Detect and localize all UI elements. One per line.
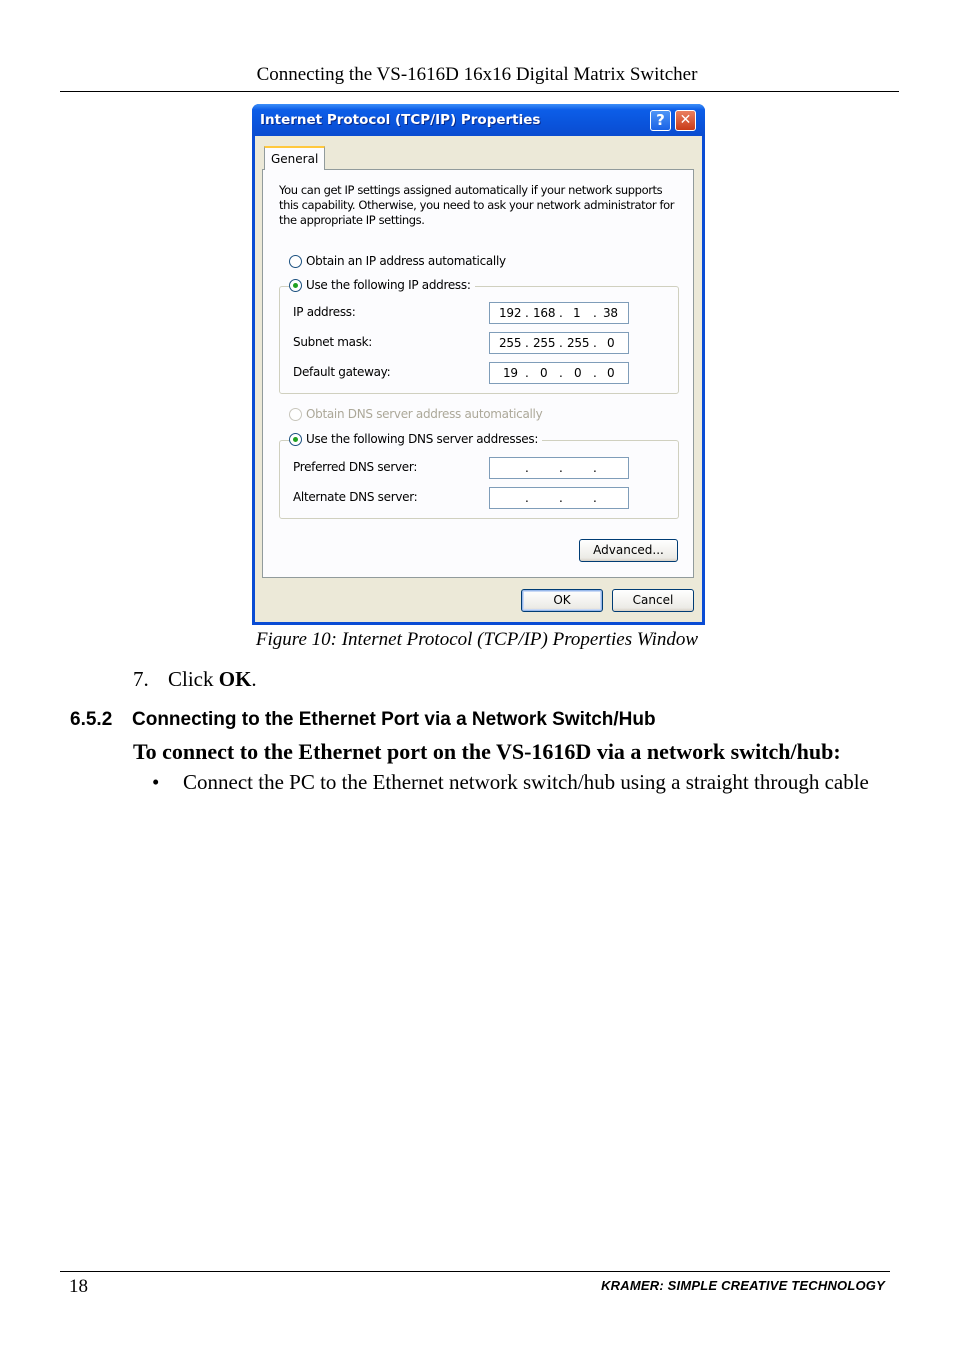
general-tab-panel: [262, 169, 694, 578]
page-number: 18: [69, 1276, 88, 1297]
octet-separator: .: [525, 491, 529, 505]
ip-octet-3: 1: [573, 306, 581, 320]
subnet-octet-2: 255: [533, 336, 556, 350]
octet-separator: .: [593, 366, 597, 380]
section-heading: [70, 709, 656, 731]
section-number: 6.5.2: [70, 709, 113, 730]
radio-icon: [289, 255, 302, 268]
octet-separator: .: [559, 306, 563, 320]
octet-separator: .: [593, 491, 597, 505]
procedure-heading: To connect to the Ethernet port on the VS-1616D via a network switch/hub:: [133, 739, 841, 764]
help-button[interactable]: [650, 110, 671, 131]
octet-separator: .: [559, 461, 563, 475]
subnet-octet-1: 255: [499, 336, 522, 350]
title-bar[interactable]: [252, 104, 705, 136]
header-rule: [60, 91, 899, 92]
radio-obtain-dns-auto[interactable]: [289, 407, 546, 421]
subnet-octet-3: 255: [567, 336, 590, 350]
radio-selected-icon: [289, 433, 302, 446]
subnet-mask-input[interactable]: [489, 332, 629, 354]
step-number: 7.: [133, 667, 149, 691]
bullet-icon: •: [152, 770, 160, 794]
ip-octet-1: 192: [499, 306, 522, 320]
octet-separator: .: [593, 336, 597, 350]
alternate-dns-label: Alternate DNS server:: [293, 490, 418, 504]
step-7: [133, 667, 257, 692]
ip-address-input[interactable]: [489, 302, 629, 324]
octet-separator: .: [525, 366, 529, 380]
octet-separator: .: [559, 491, 563, 505]
tcpip-properties-dialog: [252, 104, 705, 625]
section-title: Connecting to the Ethernet Port via a Network Switch/Hub: [132, 709, 656, 730]
octet-separator: .: [559, 336, 563, 350]
radio-selected-icon: [289, 279, 302, 292]
tab-general[interactable]: General: [264, 146, 325, 170]
preferred-dns-input[interactable]: [489, 457, 629, 479]
step-ok-emphasis: OK: [218, 667, 252, 691]
figure-caption: Figure 10: Internet Protocol (TCP/IP) Properties Window: [255, 629, 699, 650]
running-header: Connecting the VS-1616D 16x16 Digital Matrix Switcher: [256, 64, 698, 85]
radio-obtain-ip-auto[interactable]: [289, 254, 510, 268]
radio-use-following-dns-label: Use the following DNS server addresses:: [306, 432, 539, 446]
ip-octet-4: 38: [603, 306, 618, 320]
ip-address-label: IP address:: [293, 305, 356, 319]
preferred-dns-label: Preferred DNS server:: [293, 460, 418, 474]
step-prefix: Click: [168, 667, 219, 691]
ok-button[interactable]: OK: [521, 589, 603, 612]
gateway-octet-4: 0: [607, 366, 615, 380]
radio-disabled-icon: [289, 408, 302, 421]
gateway-octet-2: 0: [540, 366, 548, 380]
step-suffix: .: [251, 667, 257, 691]
subnet-octet-4: 0: [607, 336, 615, 350]
subnet-mask-label: Subnet mask:: [293, 335, 373, 349]
alternate-dns-input[interactable]: [489, 487, 629, 509]
advanced-button[interactable]: Advanced...: [579, 539, 678, 562]
octet-separator: .: [559, 366, 563, 380]
radio-use-following-ip[interactable]: [289, 278, 475, 292]
default-gateway-label: Default gateway:: [293, 365, 391, 379]
gateway-octet-1: 19: [503, 366, 518, 380]
intro-text: You can get IP settings assigned automatically if your network supports this capability. Otherwise, you need to ask your network administrator for the appropriate IP settings.: [279, 183, 675, 227]
dialog-title: Internet Protocol (TCP/IP) Properties: [260, 112, 541, 128]
radio-use-following-ip-label: Use the following IP address:: [306, 278, 471, 292]
radio-use-following-dns[interactable]: [289, 432, 542, 446]
octet-separator: .: [525, 336, 529, 350]
cancel-button[interactable]: Cancel: [612, 589, 694, 612]
close-icon: ✕: [679, 112, 692, 128]
dialog-client-area: [255, 136, 702, 622]
close-button[interactable]: [675, 110, 696, 131]
octet-separator: .: [593, 306, 597, 320]
octet-separator: .: [525, 461, 529, 475]
help-icon: ?: [656, 111, 665, 129]
octet-separator: .: [593, 461, 597, 475]
ip-octet-2: 168: [533, 306, 556, 320]
footer-brand: KRAMER: SIMPLE CREATIVE TECHNOLOGY: [601, 1278, 885, 1293]
radio-obtain-ip-auto-label: Obtain an IP address automatically: [306, 254, 506, 268]
radio-obtain-dns-auto-label: Obtain DNS server address automatically: [306, 407, 543, 421]
bullet-text: Connect the PC to the Ethernet network switch/hub using a straight through cable: [183, 770, 869, 794]
footer-rule: [60, 1271, 890, 1272]
default-gateway-input[interactable]: [489, 362, 629, 384]
gateway-octet-3: 0: [574, 366, 582, 380]
octet-separator: .: [525, 306, 529, 320]
